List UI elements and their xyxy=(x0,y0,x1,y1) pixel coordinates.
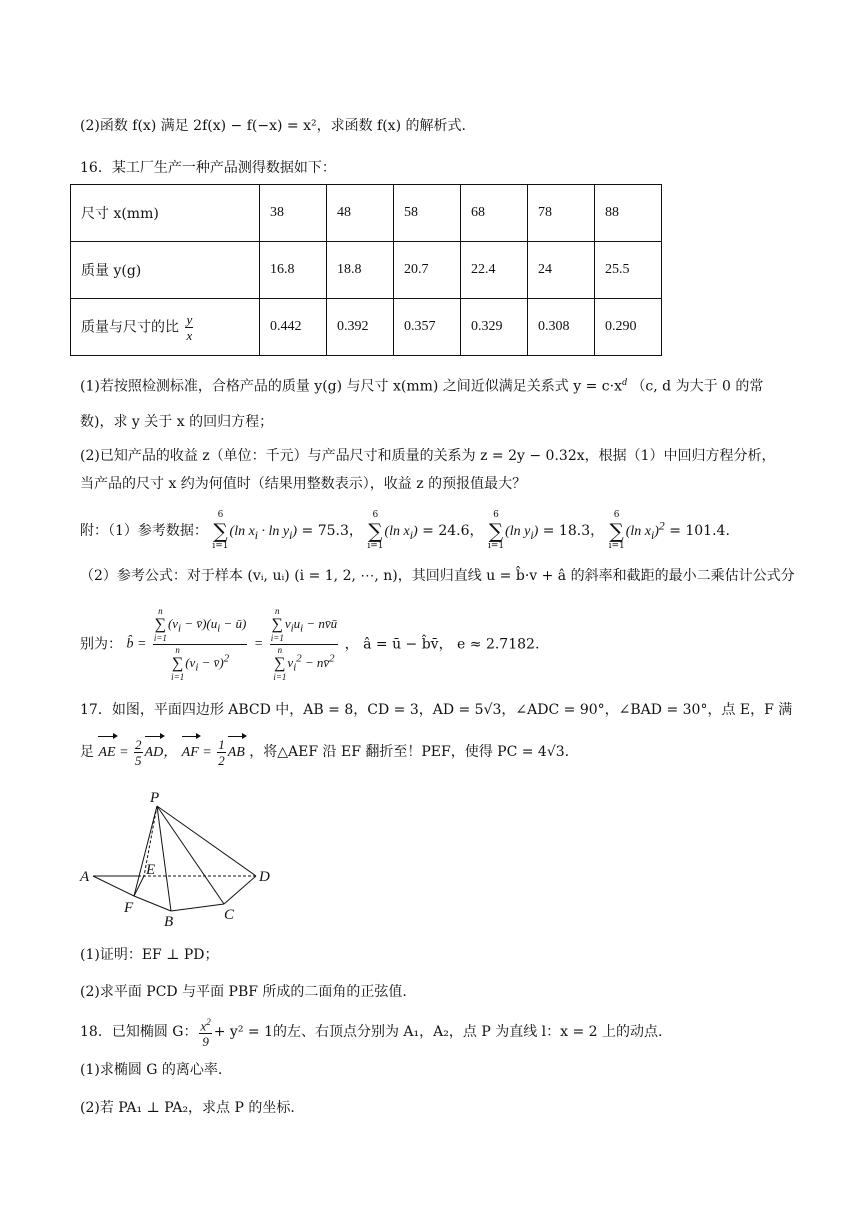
ratio-fraction: $\frac{y}{x}$ xyxy=(186,311,193,343)
label-A: A xyxy=(80,869,90,885)
q15-part2: (2)函数 f(x) 满足 2f(x) − f(−x) = x²，求函数 f(x) 的解析式. xyxy=(80,118,466,134)
row-header: 尺寸 x(mm) xyxy=(71,185,260,242)
sum-symbol: 6 ∑ i=1 xyxy=(367,510,384,551)
q16-reference-data: 附：（1）参考数据： 6 ∑ i=1(ln $x_i \cdot \ln y_i) = 75.3$， 6 ∑ i=1(ln $x_i) = 24.6$， 6 ∑ i=1(ln $y_i) = 18.3$， 6 ∑ i=1(ln $x_i)^2 = 101.4$. xyxy=(80,510,730,551)
row-header: 质量与尺寸的比 $\frac{y}{x}$ xyxy=(71,299,260,356)
edge-FB xyxy=(134,896,171,911)
q18-part2: (2)若 PA₁ ⊥ PA₂，求点 P 的坐标. xyxy=(80,1100,295,1116)
table-row xyxy=(71,185,662,242)
q17-stem-cont: 足 AE = $\frac{2}{5}$ AD， AF = $\frac{1}{2}$ AB ，将△AEF 沿 EF 翻折至！PEF，使得 PC = 4√3. xyxy=(80,736,570,768)
table-cell: 22.4 xyxy=(461,242,528,299)
q18-stem: 18．已知椭圆 G： $\frac{x^2}{9}$ + y² = 1的左、右顶点分别为 A₁，A₂，点 P 为直线 l：x = 2 上的动点. xyxy=(80,1017,663,1050)
ellipse-fraction: $\frac{x^2}{9}$ xyxy=(200,1017,211,1050)
sum-symbol: 6 ∑ i=1 xyxy=(212,510,229,551)
table-cell: 0.308 xyxy=(528,299,595,356)
edge-AF xyxy=(93,876,134,896)
table-cell: 88 xyxy=(595,185,662,242)
table-cell: 58 xyxy=(394,185,461,242)
label-D: D xyxy=(259,869,270,885)
table-cell: 38 xyxy=(260,185,327,242)
table-cell: 0.357 xyxy=(394,299,461,356)
table-cell: 20.7 xyxy=(394,242,461,299)
slope-fraction-2: n ∑ $i=1v_iu_i$ − nv̄ū n ∑ $i=1v_i^2$ − nv̄$^2$ xyxy=(270,606,338,682)
q17-stem: 17．如图，平面四边形 ABCD 中，AB = 8，CD = 3，AD = 5√3，∠ADC = 90°，∠BAD = 30°，点 E，F 满 xyxy=(80,702,793,718)
q16-part1: (1)若按照检测标准，合格产品的质量 y(g) 与尺寸 x(mm) 之间近似满足关系式 $y = c\cdot x^d$ （c, d 为大于 0 的常 xyxy=(80,377,764,395)
edge-FE xyxy=(134,876,144,896)
edge-PF xyxy=(134,806,157,896)
table-cell: 48 xyxy=(327,185,394,242)
table-cell: 0.392 xyxy=(327,299,394,356)
q16-part1-cont: 数)，求 y 关于 x 的回归方程； xyxy=(80,414,274,430)
table-cell: 24 xyxy=(528,242,595,299)
q18-part1: (1)求椭圆 G 的离心率. xyxy=(80,1062,223,1078)
edge-PB xyxy=(157,806,171,911)
slope-fraction-1: n ∑ $i=1(v_i$ − $v̄)(u_i$ − ū) n ∑ $i=1(v_i$ − v̄)$^2$ xyxy=(153,606,247,682)
edge-PC xyxy=(157,806,224,904)
table-row xyxy=(71,242,662,299)
table-cell: 0.290 xyxy=(595,299,662,356)
exponent-d: d xyxy=(621,377,627,388)
table-cell: 78 xyxy=(528,185,595,242)
q17-figure xyxy=(76,786,286,928)
q16-formula: 别为： b̂ = n ∑ $i=1(v_i$ − $v̄)(u_i$ − ū) n ∑ $i=1(v_i$ − v̄)$^2$ = n ∑ $i=1v_iu_i$ − nv̄ū n ∑ $i=1v_i^2$ − nv̄$^2$ ， â = ū − b̂v̄， e ≈ 2.7182. xyxy=(80,606,540,682)
row-header: 质量 y(g) xyxy=(71,242,260,299)
table-cell: 0.329 xyxy=(461,299,528,356)
q16-part2-cont: 当产品的尺寸 x 约为何值时（结果用整数表示），收益 z 的预报值最大？ xyxy=(80,476,527,492)
table-cell: 25.5 xyxy=(595,242,662,299)
label-E: E xyxy=(146,862,156,878)
label-P: P xyxy=(150,790,160,806)
q16-part2: (2)已知产品的收益 z（单位：千元）与产品尺寸和质量的关系为 z = 2y − 0.32x，根据（1）中回归方程分析， xyxy=(80,448,776,464)
table-cell: 0.442 xyxy=(260,299,327,356)
label-F: F xyxy=(124,900,134,916)
label-C: C xyxy=(224,907,235,923)
table-cell: 68 xyxy=(461,185,528,242)
q16-formula-intro: （2）参考公式：对于样本 (vᵢ, uᵢ) (i = 1, 2, ⋯, n)，其回归直线 u = b̂·v + â 的斜率和截距的最小二乘估计公式分 xyxy=(80,568,795,584)
q17-part2: (2)求平面 PCD 与平面 PBF 所成的二面角的正弦值. xyxy=(80,984,407,1000)
edge-PD xyxy=(157,806,256,876)
edge-CD xyxy=(224,876,256,904)
q16-intro: 16．某工厂生产一种产品测得数据如下： xyxy=(80,160,336,176)
edge-BC xyxy=(171,904,224,911)
table-cell: 16.8 xyxy=(260,242,327,299)
sum-symbol: 6 ∑ i=1 xyxy=(608,510,625,551)
sum-symbol: 6 ∑ i=1 xyxy=(487,510,505,551)
table-row xyxy=(71,299,662,356)
q16-data-table xyxy=(70,184,662,356)
q17-part1: (1)证明：EF ⊥ PD； xyxy=(80,947,219,963)
label-B: B xyxy=(164,914,174,928)
table-cell: 18.8 xyxy=(327,242,394,299)
